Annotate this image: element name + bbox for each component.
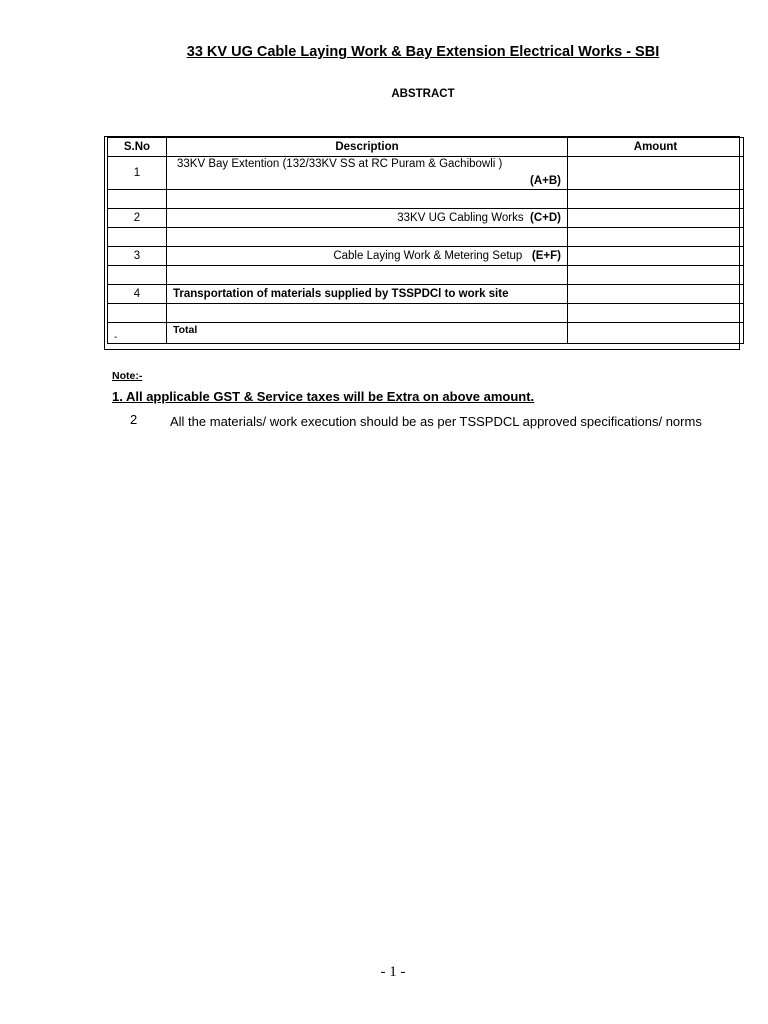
table-row — [108, 285, 744, 304]
total-label: Total — [167, 323, 568, 344]
table-spacer-row — [108, 228, 744, 247]
note-label: Note:- — [112, 370, 143, 382]
row-sno: 4 — [108, 285, 167, 304]
row-description-text: Cable Laying Work & Metering Setup — [333, 250, 523, 262]
table-row — [108, 247, 744, 266]
table-total-row — [108, 323, 744, 344]
table-header-row — [108, 138, 744, 157]
abstract-heading: ABSTRACT — [391, 88, 455, 100]
total-marker: - — [108, 323, 167, 344]
abstract-table-frame — [104, 136, 740, 350]
total-amount — [568, 323, 744, 344]
row-description — [167, 157, 568, 190]
row-description-code: (E+F) — [531, 250, 561, 262]
row-sno: 2 — [108, 209, 167, 228]
abstract-table — [107, 137, 744, 344]
row-description-code: (C+D) — [530, 212, 561, 224]
row-description — [167, 247, 568, 266]
document-title: 33 KV UG Cable Laying Work & Bay Extension Electrical Works - SBI — [186, 44, 660, 60]
row-amount — [568, 209, 744, 228]
row-description-text: 33KV UG Cabling Works — [397, 212, 524, 224]
table-row — [108, 209, 744, 228]
row-amount — [568, 247, 744, 266]
row-amount — [568, 285, 744, 304]
table-spacer-row — [108, 266, 744, 285]
header-amount: Amount — [568, 138, 744, 157]
header-sno: S.No — [108, 138, 167, 157]
row-description-code: (A+B) — [530, 175, 561, 187]
note-number: 2 — [130, 412, 138, 427]
note-specifications: All the materials/ work execution should be as per TSSPDCL approved specifications/ norms — [170, 414, 702, 429]
table-row — [108, 157, 744, 190]
table-spacer-row — [108, 190, 744, 209]
header-description: Description — [167, 138, 568, 157]
table-spacer-row — [108, 304, 744, 323]
row-description: Transportation of materials supplied by TSSPDCl to work site — [167, 285, 568, 304]
page-number: - 1 - — [380, 964, 406, 980]
row-amount — [568, 157, 744, 190]
row-sno: 1 — [108, 157, 167, 190]
row-description-line: 33KV Bay Extention (132/33KV SS at RC Puram & Gachibowli ) — [177, 158, 503, 170]
note-gst: 1. All applicable GST & Service taxes will be Extra on above amount. — [112, 389, 535, 404]
row-description — [167, 209, 568, 228]
row-sno: 3 — [108, 247, 167, 266]
